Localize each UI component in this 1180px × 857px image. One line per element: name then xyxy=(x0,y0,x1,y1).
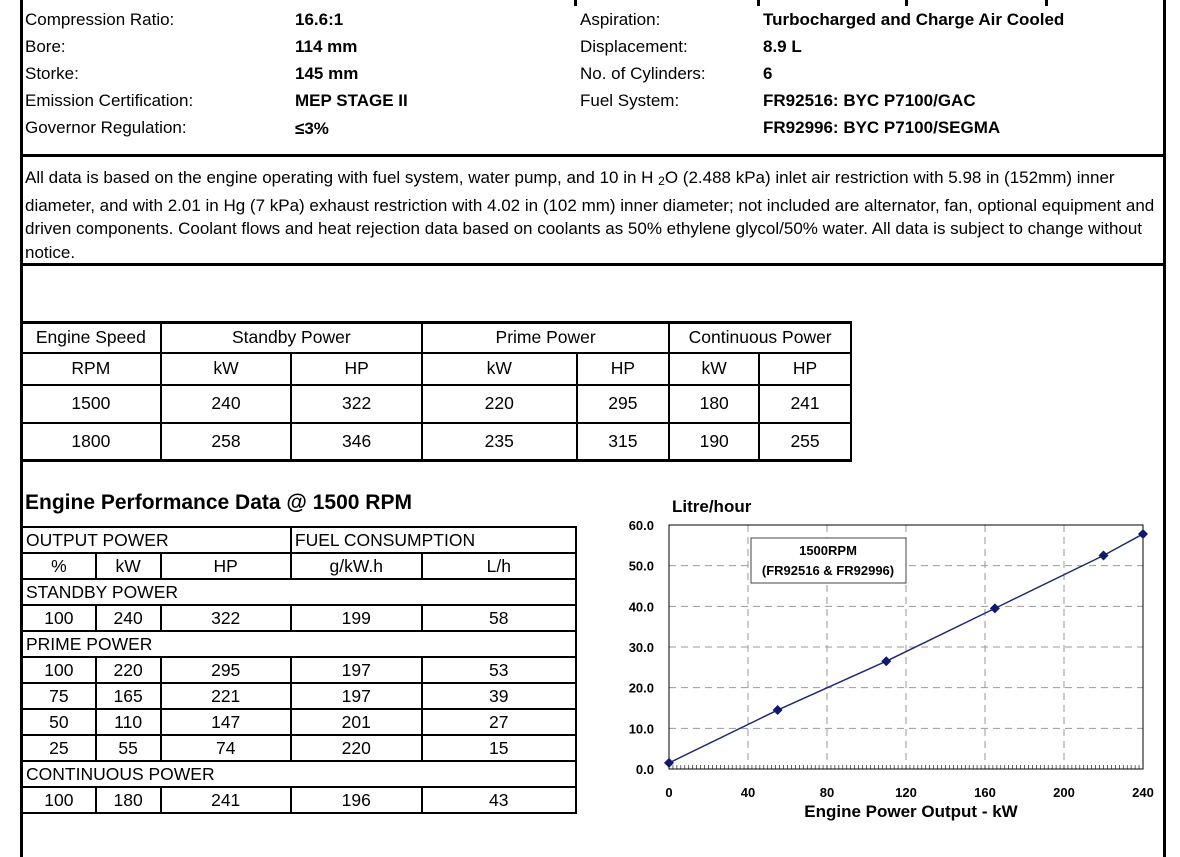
y-tick-label: 10.0 xyxy=(628,721,654,737)
header-prime-power: Prime Power xyxy=(422,323,669,353)
section-divider xyxy=(20,154,1166,157)
table-cell: 39 xyxy=(422,683,576,709)
table-cell: 322 xyxy=(291,385,422,423)
table-row xyxy=(22,605,576,631)
data-point-marker xyxy=(990,603,1000,613)
header-continuous-power: Continuous Power xyxy=(669,323,851,353)
test-conditions-note xyxy=(25,166,1160,264)
subheader-cell: kW xyxy=(669,353,759,385)
table-cell: 58 xyxy=(422,605,576,631)
x-axis-title: Engine Power Output - kW xyxy=(804,802,1018,821)
table-cell: 220 xyxy=(96,657,161,683)
chart-legend xyxy=(751,538,906,583)
table-cell: 221 xyxy=(161,683,291,709)
table-cell: 165 xyxy=(96,683,161,709)
table-cell: 1800 xyxy=(21,423,161,461)
table-cell: 147 xyxy=(161,709,291,735)
table-cell: 180 xyxy=(669,385,759,423)
table-row xyxy=(22,735,576,761)
column-header: % xyxy=(22,553,96,579)
table-cell: 75 xyxy=(22,683,96,709)
x-tick-label: 240 xyxy=(1132,785,1154,800)
table-cell: 240 xyxy=(96,605,161,631)
table-cell: 74 xyxy=(161,735,291,761)
x-tick-label: 40 xyxy=(740,785,756,800)
bore-value: 114 mm xyxy=(295,37,358,56)
y-tick-label: 40.0 xyxy=(628,599,654,615)
x-minor-ticks xyxy=(669,765,1143,769)
power-rating-table xyxy=(20,321,852,462)
table-cell: 201 xyxy=(291,709,422,735)
table-cell: 255 xyxy=(759,423,851,461)
governor-label: Governor Regulation: xyxy=(25,118,187,137)
bore-label: Bore: xyxy=(25,37,66,56)
prime-section-label: PRIME POWER xyxy=(22,631,576,657)
table-row xyxy=(22,683,576,709)
table-cell: 315 xyxy=(577,423,670,461)
cylinders-value: 6 xyxy=(763,64,773,83)
performance-table xyxy=(21,526,577,814)
governor-value: ≤3% xyxy=(295,119,329,138)
performance-title: Engine Performance Data @ 1500 RPM xyxy=(25,491,412,514)
table-row xyxy=(22,787,576,813)
data-point-marker xyxy=(1138,529,1148,539)
legend-line-2: (FR92516 & FR92996) xyxy=(761,563,895,578)
emission-value: MEP STAGE II xyxy=(295,91,408,110)
y-tick-labels xyxy=(629,518,654,777)
table-cell: 220 xyxy=(291,735,422,761)
table-cell: 258 xyxy=(161,423,292,461)
emission-label: Emission Certification: xyxy=(25,91,194,110)
compression-ratio-label: Compression Ratio: xyxy=(25,10,175,29)
table-cell: 199 xyxy=(291,605,422,631)
x-tick-label: 160 xyxy=(974,785,996,800)
x-tick-label: 120 xyxy=(895,785,917,800)
table-cell: 295 xyxy=(577,385,670,423)
header-engine-speed: Engine Speed xyxy=(21,323,161,353)
compression-ratio-value: 16.6:1 xyxy=(295,10,344,29)
fuel-system-value-2: FR92996: BYC P7100/SEGMA xyxy=(763,118,1001,137)
table-cell: 110 xyxy=(96,709,161,735)
table-cell: 100 xyxy=(22,657,96,683)
table-cell: 241 xyxy=(759,385,851,423)
column-header: kW xyxy=(96,553,161,579)
y-tick-label: 30.0 xyxy=(628,640,654,655)
aspiration-value: Turbocharged and Charge Air Cooled xyxy=(763,10,1065,29)
data-point-marker xyxy=(664,758,674,768)
note-text-part2: O (2.488 kPa) inlet air restriction with 5.98 in (152mm) inner diameter, and with 2.01 in Hg (7 kPa) exhaust restriction with 4.02 in (102 mm) inner diameter; not included are alternator, fan, optional equipment and driven components. Coolant flows and heat rejection data based on coolants as 50% ethylene glycol/50% water. All data is subject to change without notice. xyxy=(25,168,1155,262)
table-cell: 235 xyxy=(422,423,577,461)
subheader-cell: HP xyxy=(577,353,670,385)
x-tick-label: 200 xyxy=(1053,785,1075,800)
note-text-part1: All data is based on the engine operating with fuel system, water pump, and 10 in H xyxy=(25,168,659,187)
fuel-consumption-header: FUEL CONSUMPTION xyxy=(291,527,576,553)
fuel-system-label: Fuel System: xyxy=(580,91,680,110)
table-cell: 295 xyxy=(161,657,291,683)
table-cell: 322 xyxy=(161,605,291,631)
table-cell: 55 xyxy=(96,735,161,761)
table-cell: 25 xyxy=(22,735,96,761)
y-tick-label: 0.0 xyxy=(635,762,654,777)
cylinders-label: No. of Cylinders: xyxy=(580,64,706,83)
table-cell: 100 xyxy=(22,605,96,631)
border-tick xyxy=(574,0,577,6)
table-cell: 220 xyxy=(422,385,577,423)
table-cell: 53 xyxy=(422,657,576,683)
fuel-system-value-1: FR92516: BYC P7100/GAC xyxy=(763,91,976,110)
table-cell: 240 xyxy=(161,385,292,423)
table-cell: 1500 xyxy=(21,385,161,423)
data-point-marker xyxy=(773,705,783,715)
table-cell: 180 xyxy=(96,787,161,813)
header-standby-power: Standby Power xyxy=(161,323,422,353)
y-tick-label: 60.0 xyxy=(628,518,654,533)
border-tick xyxy=(757,0,760,6)
top-border xyxy=(20,0,1166,7)
data-point-marker xyxy=(1099,551,1109,561)
standby-section-label: STANDBY POWER xyxy=(22,579,576,605)
stroke-value: 145 mm xyxy=(295,64,359,83)
y-tick-label: 50.0 xyxy=(628,558,654,574)
table-cell: 241 xyxy=(161,787,291,813)
displacement-label: Displacement: xyxy=(580,37,688,56)
table-cell: 15 xyxy=(422,735,576,761)
aspiration-label: Aspiration: xyxy=(580,10,661,29)
table-row xyxy=(21,423,851,461)
output-power-header: OUTPUT POWER xyxy=(22,527,291,553)
displacement-value: 8.9 L xyxy=(763,37,802,56)
subheader-cell: HP xyxy=(759,353,851,385)
subheader-cell: kW xyxy=(422,353,577,385)
subheader-cell: kW xyxy=(161,353,292,385)
column-header: HP xyxy=(161,553,291,579)
x-tick-label: 0 xyxy=(665,785,673,800)
y-tick-label: 20.0 xyxy=(628,680,654,696)
note-subscript: 2 xyxy=(658,174,665,188)
fuel-consumption-chart xyxy=(600,488,1165,828)
data-point-marker xyxy=(881,656,891,666)
border-tick xyxy=(905,0,908,6)
subheader-cell: RPM xyxy=(21,353,161,385)
x-tick-labels xyxy=(665,785,1153,800)
table-cell: 27 xyxy=(422,709,576,735)
column-header: g/kW.h xyxy=(291,553,422,579)
table-cell: 346 xyxy=(291,423,422,461)
legend-line-1: 1500RPM xyxy=(799,543,857,558)
stroke-label: Storke: xyxy=(25,64,79,83)
table-row xyxy=(22,709,576,735)
table-row xyxy=(22,657,576,683)
x-tick-label: 80 xyxy=(819,785,835,800)
subheader-cell: HP xyxy=(291,353,422,385)
table-cell: 197 xyxy=(291,657,422,683)
table-row xyxy=(21,385,851,423)
y-axis-title: Litre/hour xyxy=(672,497,752,516)
continuous-section-label: CONTINUOUS POWER xyxy=(22,761,576,787)
table-cell: 196 xyxy=(291,787,422,813)
table-cell: 100 xyxy=(22,787,96,813)
table-cell: 50 xyxy=(22,709,96,735)
column-header: L/h xyxy=(422,553,576,579)
table-cell: 43 xyxy=(422,787,576,813)
table-cell: 190 xyxy=(669,423,759,461)
border-tick xyxy=(1045,0,1048,6)
table-cell: 197 xyxy=(291,683,422,709)
